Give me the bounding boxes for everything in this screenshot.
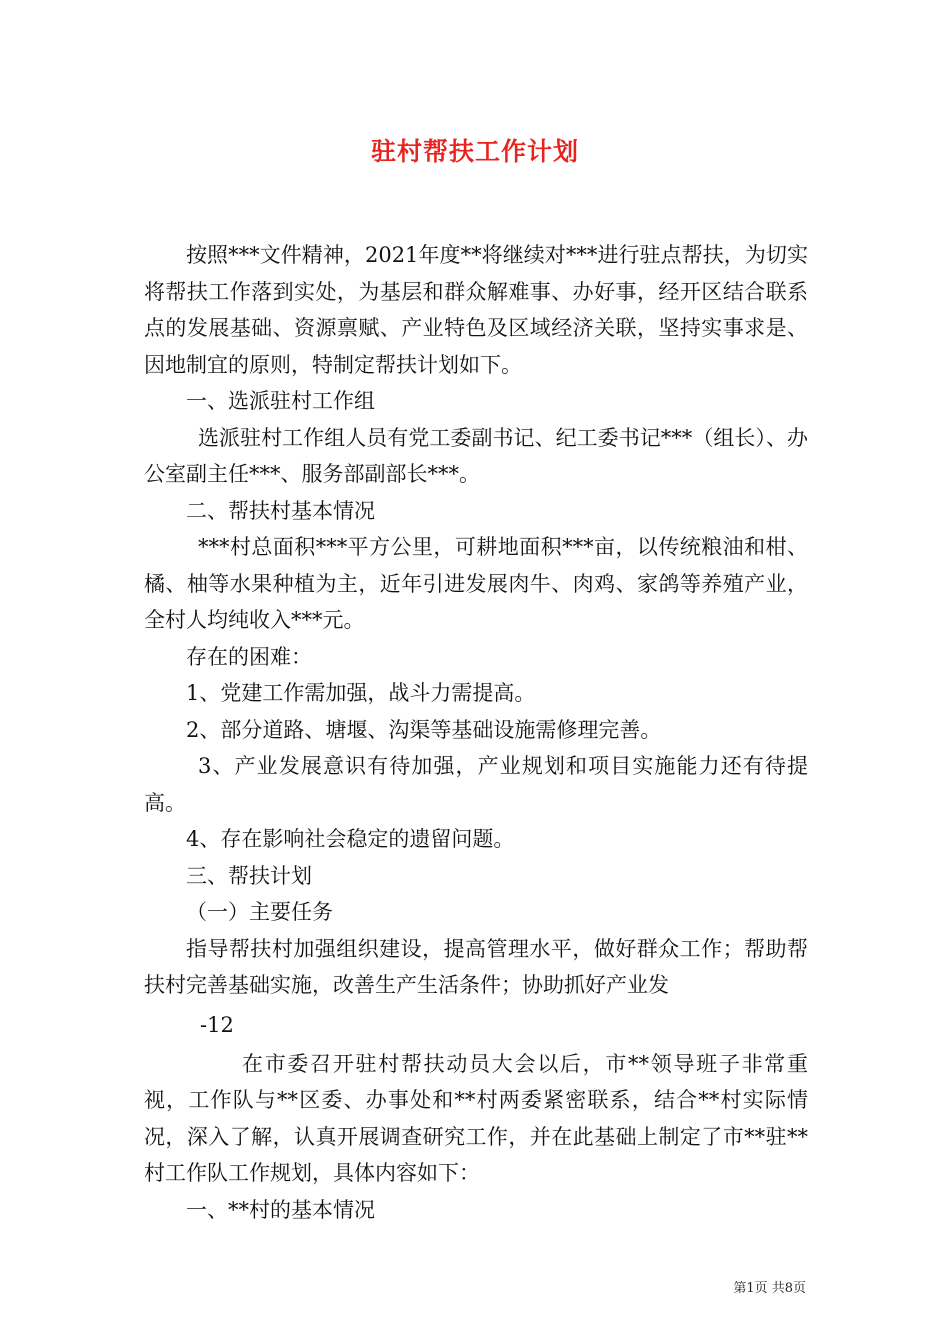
intro-paragraph: 按照***文件精神，2021年度**将继续对***进行驻点帮扶，为切实将帮扶工作落到实处，为基层和群众解难事、办好事，经开区结合联系点的发展基础、资源禀赋、产业特色及区域经济关联，坚持实事求是、因地制宜的原则，特制定帮扶计划如下。 [144,243,808,377]
difficulty-item-3: 3、产业发展意识有待加强，产业规划和项目实施能力还有待提高。 [144,754,808,815]
paragraph-team-members: 选派驻村工作组人员有党工委副书记、纪工委书记***（组长）、办公室副主任***、服务部副部长***。 [144,425,808,486]
document-body [144,237,808,1228]
difficulty-item-2: 2、部分道路、塘堰、沟渠等基础设施需修理完善。 [186,717,662,742]
page-marker: -12 [200,1012,234,1037]
difficulties-heading: 存在的困难： [186,644,312,669]
document-title: 驻村帮扶工作计划 [370,137,579,166]
section-heading-1: 一、选派驻村工作组 [186,389,375,413]
paragraph-main-tasks: 指导帮扶村加强组织建设，提高管理水平，做好群众工作；帮助帮扶村完善基础实施，改善生产生活条件；协助抓好产业发 [144,936,808,997]
difficulty-item-1: 1、党建工作需加强，战斗力需提高。 [186,681,536,705]
page-footer: 第1页 共8页 [733,1281,806,1296]
section-heading-3: 三、帮扶计划 [186,863,312,888]
section-heading-village-basics: 一、**村的基本情况 [186,1197,375,1222]
paragraph-work-plan-intro: 在市委召开驻村帮扶动员大会以后，市**领导班子非常重视，工作队与**区委、办事处和**村两委紧密联系，结合**村实际情况，深入了解，认真开展调查研究工作，并在此基础上制定了市**驻**村工作队工作规划，具体内容如下： [144,1051,808,1185]
paragraph-village-situation: ***村总面积***平方公里，可耕地面积***亩，以传统粮油和柑、橘、柚等水果种植为主，近年引进发展肉牛、肉鸡、家鸽等养殖产业，全村人均纯收入***元。 [144,535,808,632]
section-heading-2: 二、帮扶村基本情况 [186,498,375,523]
difficulty-item-4: 4、存在影响社会稳定的遗留问题。 [186,827,515,851]
subsection-heading-main-tasks: （一）主要任务 [186,900,333,924]
